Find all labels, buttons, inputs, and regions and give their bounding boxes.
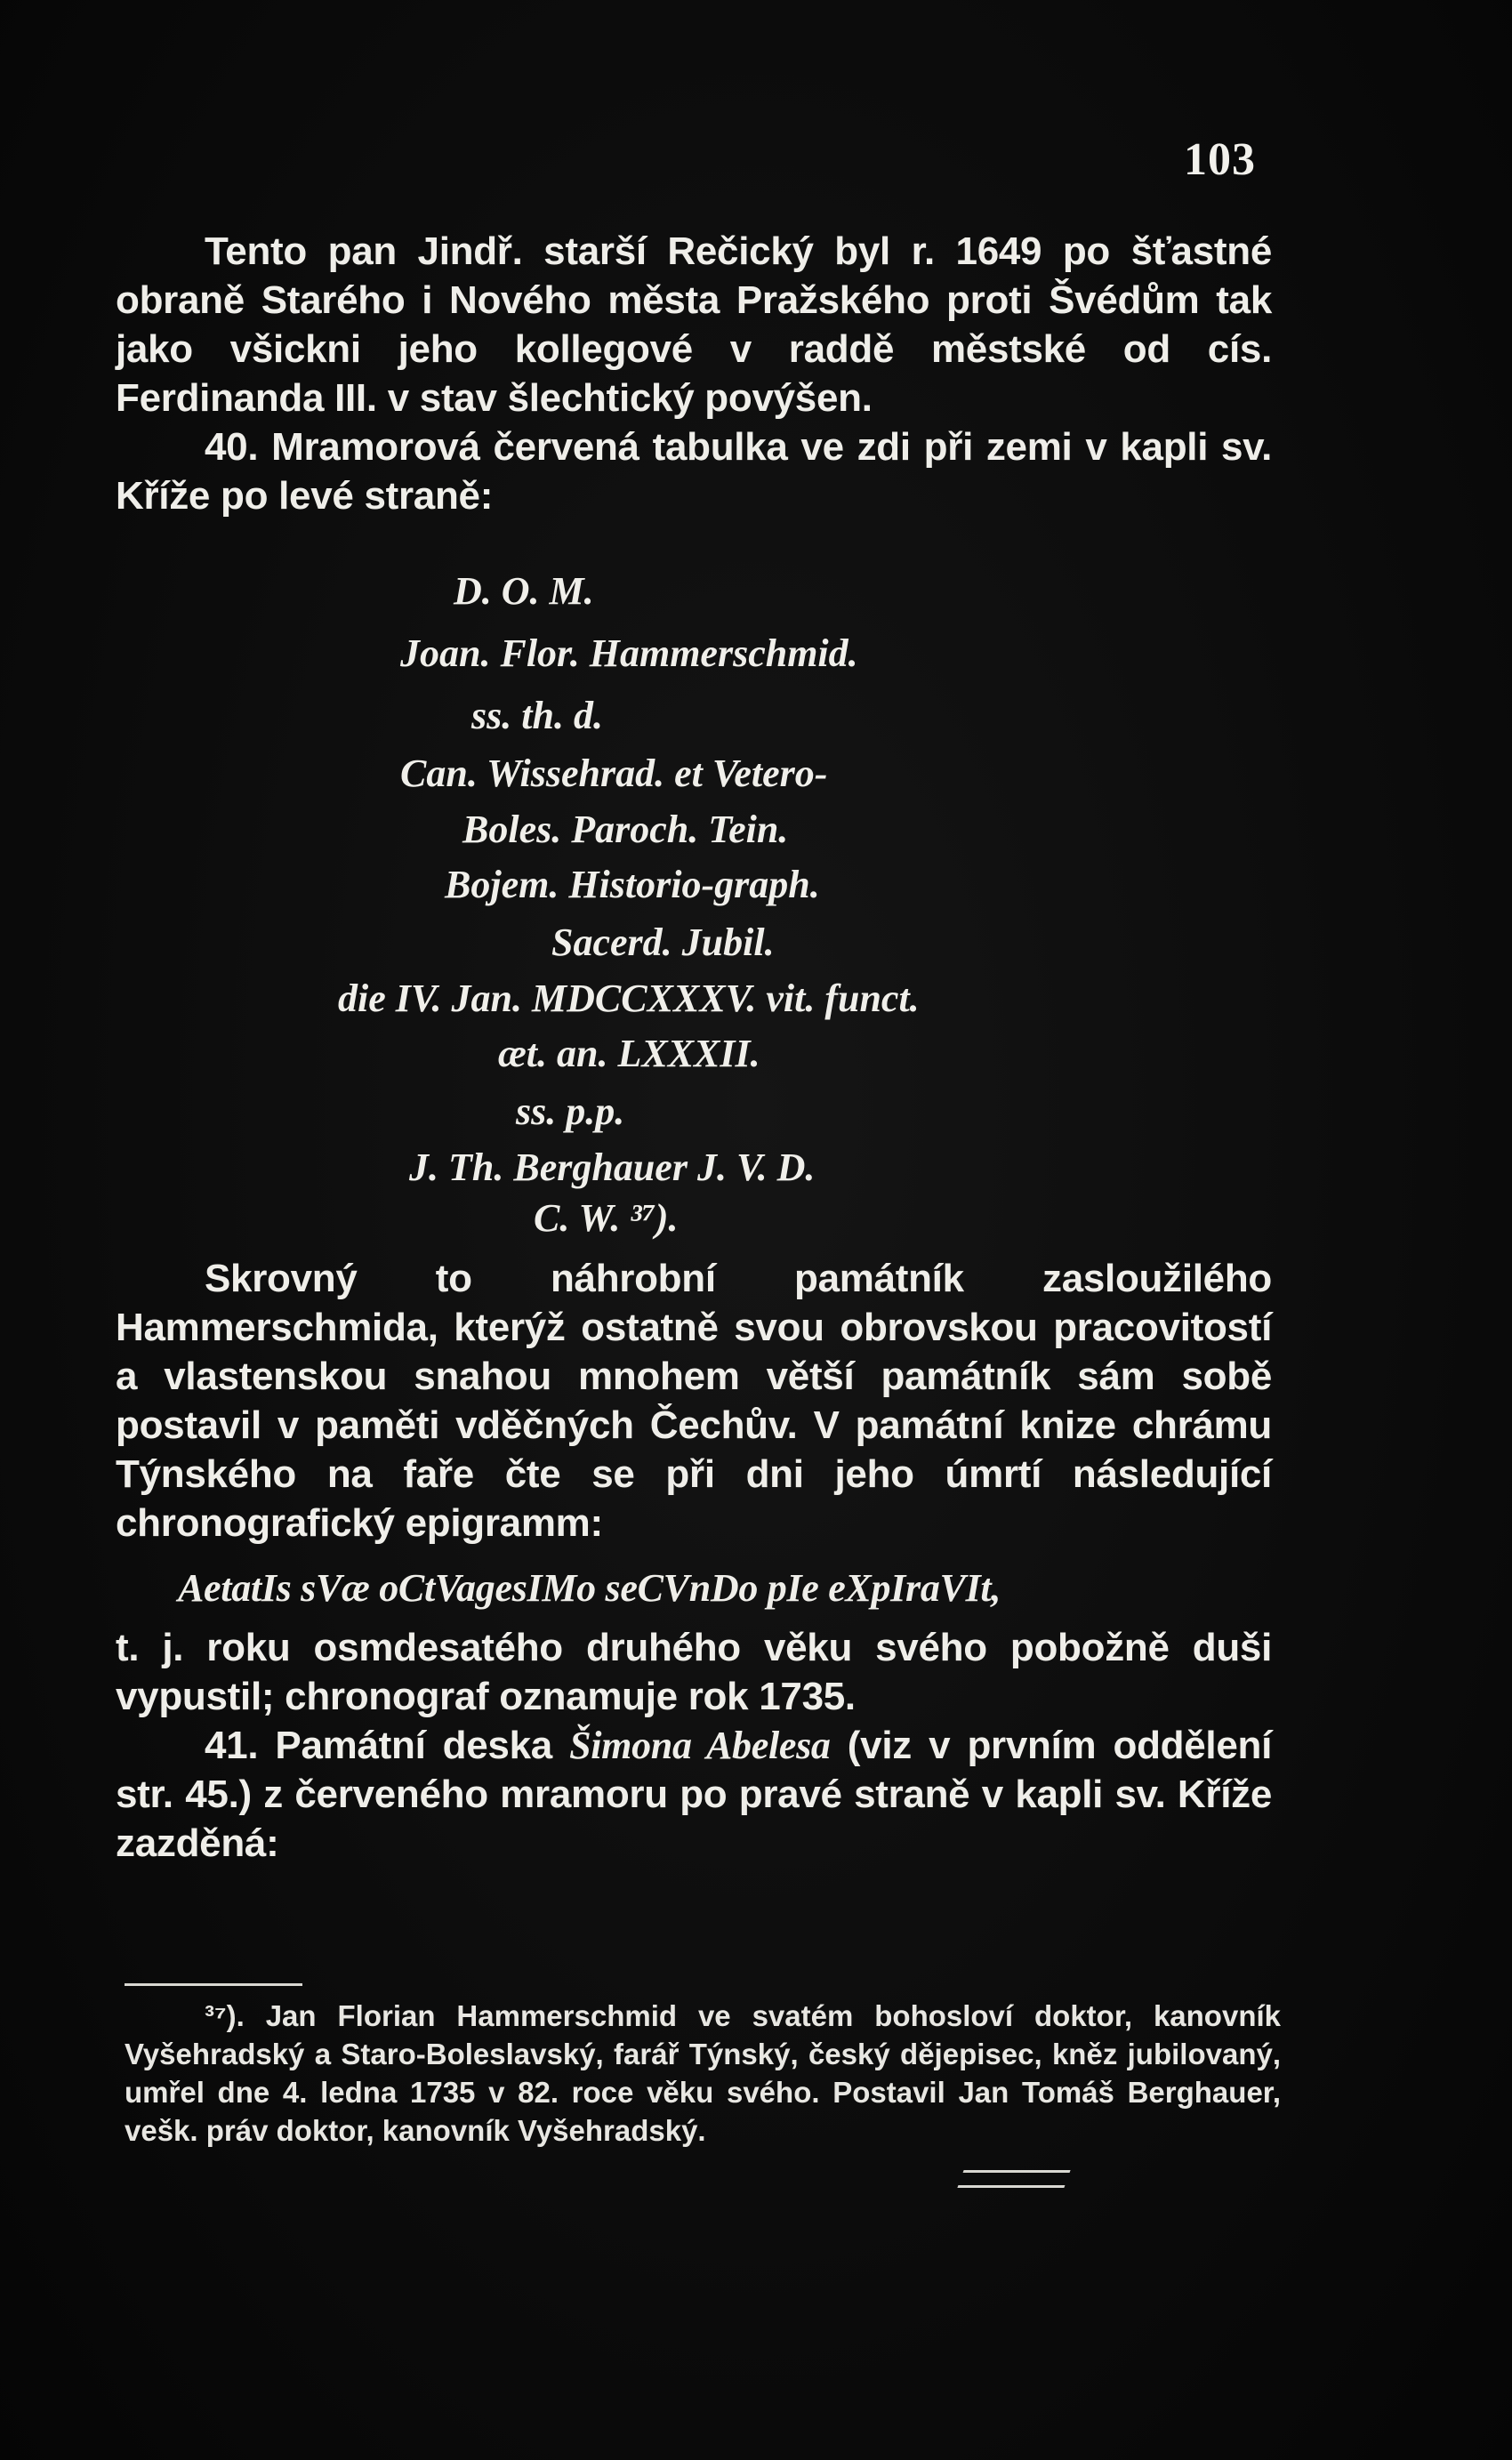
- paragraph-2: 40. Mramorová červená tabulka ve zdi při zemi v kapli sv. Kříže po levé straně:: [116, 425, 1272, 518]
- page-number: 103: [1184, 134, 1256, 185]
- paragraph-5-suffix: (viz v prvním oddělení str. 45.) z červeného mramoru po pravé straně v kapli sv. Kříže zazděná:: [116, 1724, 1272, 1865]
- paragraph-4: t. j. roku osmdesatého druhého věku svého pobožně duši vypustil; chronograf oznamuje rok 1735.: [116, 1626, 1272, 1718]
- epitaph-line-4: Can. Wissehrad. et Vetero-: [400, 752, 828, 795]
- paragraph-5: [116, 1721, 1272, 1868]
- epitaph-line-7: Sacerd. Jubil.: [551, 920, 775, 964]
- paragraph-1: Tento pan Jindř. starší Rečický byl r. 1649 po šťastné obraně Starého i Nového města Pražského proti Švédům tak jako všickni jeho kollegové v raddě městské od cís. Ferdinanda III. v stav šlechtický povýšen.: [116, 229, 1272, 420]
- footnote-mark: ³⁷): [205, 1999, 237, 2032]
- paragraph-5-name: Šimona Abelesa: [569, 1724, 831, 1767]
- epitaph-line-6: Bojem. Historio-graph.: [445, 863, 820, 906]
- footnote-text: . Jan Florian Hammerschmid ve svatém bohosloví doktor, kanovník Vyšehradský a Staro-Boleslavský, farář Týnský, český dějepisec, kněz jubilovaný, umřel dne 4. ledna 1735 v 82. roce věku svého. Postavil Jan Tomáš Berghauer, vešk. práv doktor, kanovník Vyšehradský.: [125, 1999, 1281, 2147]
- chronogram: AetatIs sVæ oCtVagesIMo seCVnDo pIe eXpIraVIt,: [178, 1566, 1001, 1610]
- paragraph-5-prefix: 41. Památní deska: [205, 1724, 570, 1767]
- epitaph-line-10: ss. p.p.: [516, 1089, 625, 1133]
- epitaph-line-2: Joan. Flor. Hammerschmid.: [400, 631, 858, 675]
- paragraph-3: Skrovný to náhrobní památník zasloužilého Hammerschmida, kterýž ostatně svou obrovskou pracovitostí a vlastenskou snahou mnohem větší památník sám sobě postavil v paměti vděčných Čechův. V památní knize chrámu Týnského na faře čte se při dni jeho úmrtí následující chronografický epigramm:: [116, 1257, 1272, 1545]
- paragraph-hammerschmid: [116, 1254, 1272, 1868]
- footnote-separator: [125, 1983, 302, 1986]
- epitaph-line-12: C. W. ³⁷).: [534, 1196, 679, 1240]
- printers-mark: [957, 2170, 1070, 2188]
- epitaph-line-11: J. Th. Berghauer J. V. D.: [409, 1146, 816, 1189]
- epitaph-line-1: D. O. M.: [454, 569, 594, 613]
- epitaph-line-3: ss. th. d.: [471, 694, 603, 737]
- epitaph-line-9: æt. an. LXXXII.: [498, 1032, 760, 1075]
- epitaph-line-8: die IV. Jan. MDCCXXXV. vit. funct.: [338, 977, 920, 1020]
- paragraph-rečický: [116, 227, 1272, 520]
- epitaph-line-5: Boles. Paroch. Tein.: [462, 808, 789, 851]
- footnote: [125, 1997, 1281, 2150]
